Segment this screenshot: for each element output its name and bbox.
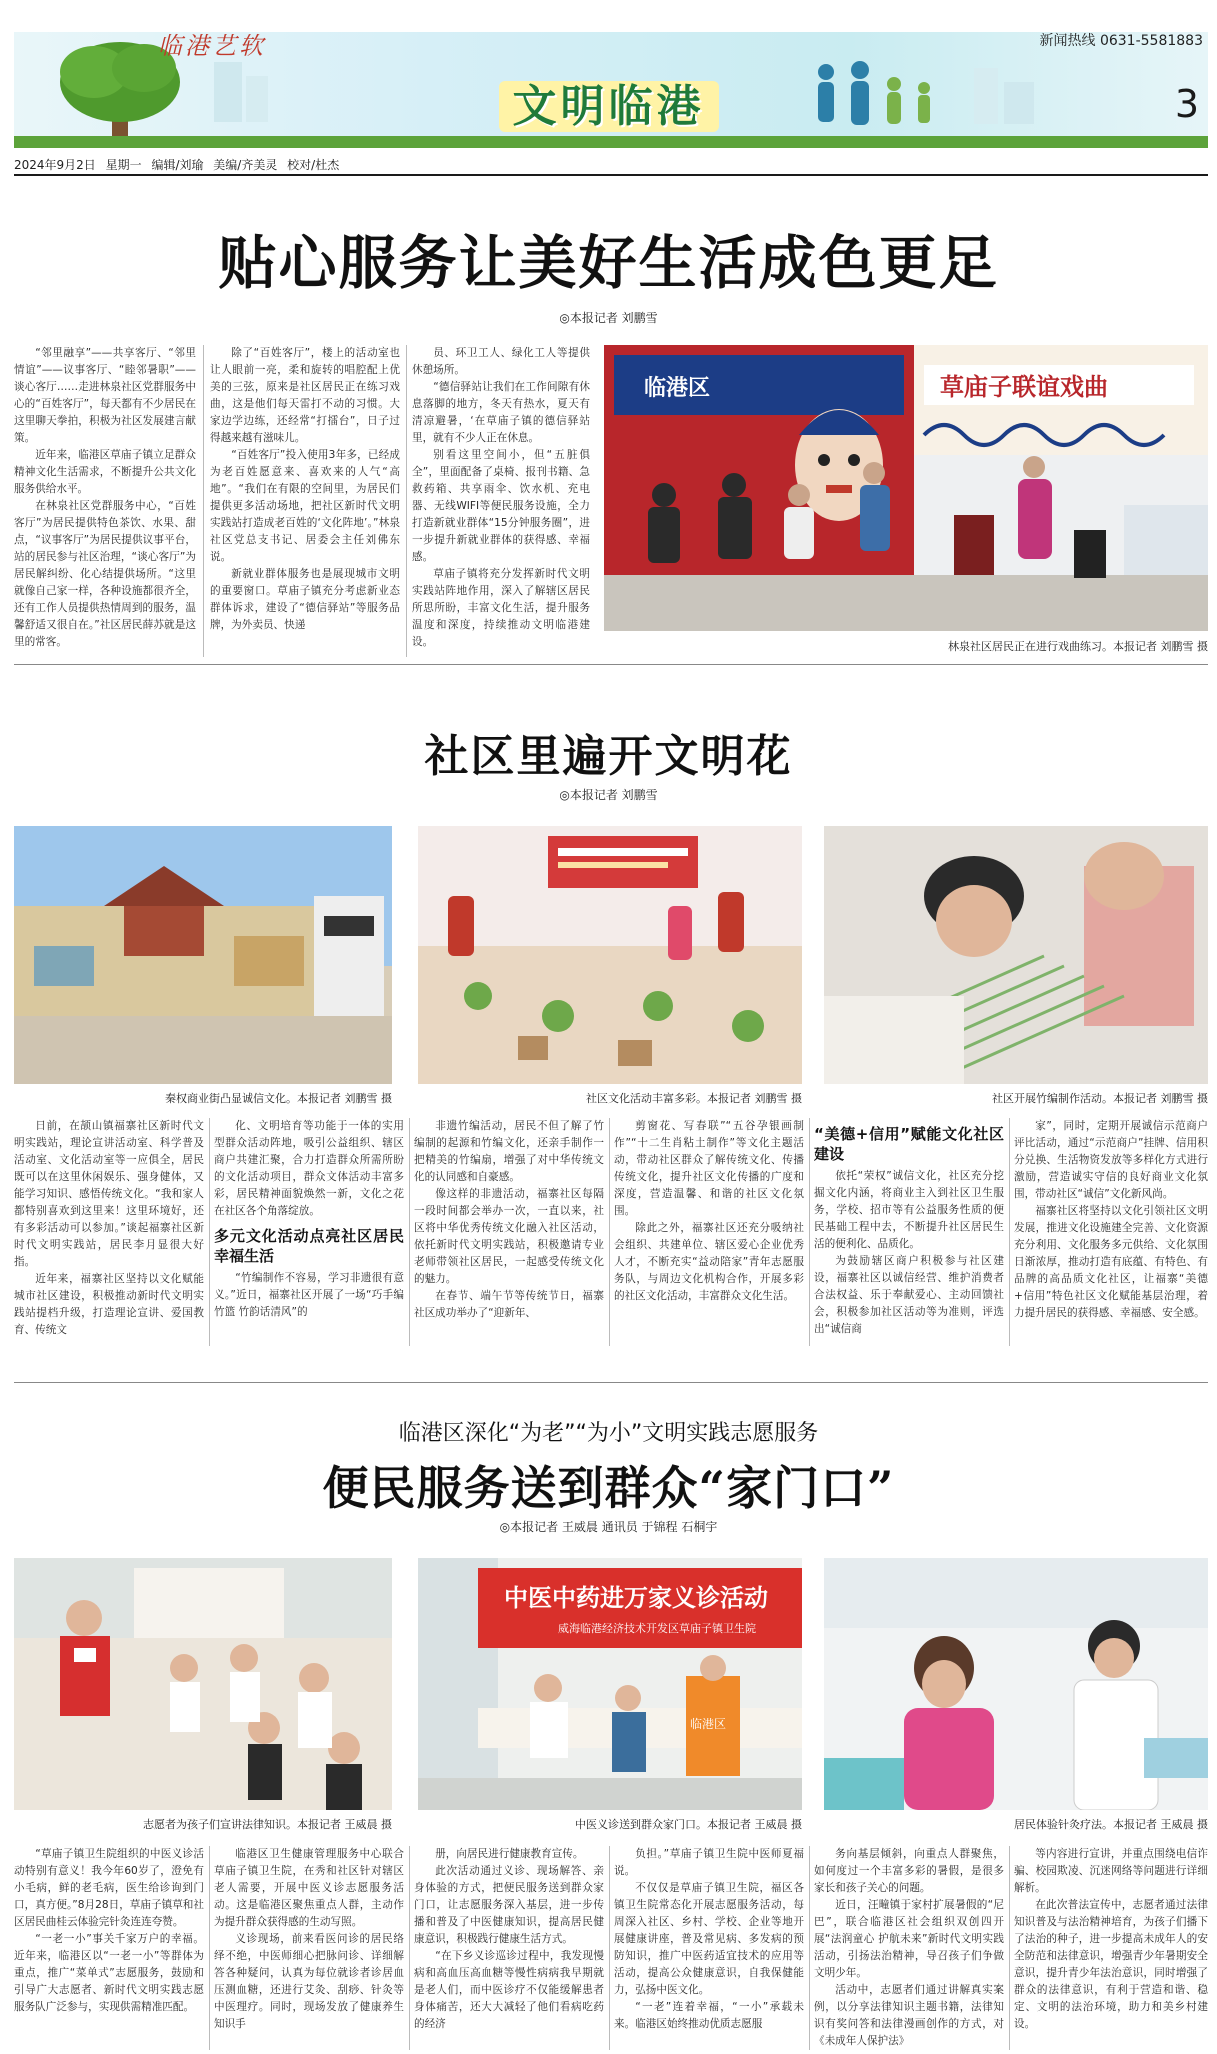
article3-headline: 便民服务送到群众“家门口” [322, 1461, 895, 1515]
column-divider [609, 1118, 610, 1346]
article2-column-4: 剪窗花、写春联”“五谷孕银画制作”“十二生肖粘土制作”等文化主题活动，带动社区群众了解传统文化、传播传统文化，提升社区文化传播的广度和深度，营造温馨、和谐的社区文化氛围。 除此之外，福寨社区还充分吸纳社会组织、共建单位、辖区爱心企业优秀人才，不断充实“益动陪家”青年志愿服务队，与周边文化机构合作，开展多彩的社区文化活动，丰富群众文化生活。 [614, 1120, 804, 1302]
article3-column-1: “草庙子镇卫生院组织的中医义诊活动特别有意义！我今年60岁了，澄免有小毛病，鲜的老毛病，医生给诊询到门口，真方便。”8月28日，草庙子镇草和社区居民曲桂云体验完针灸连连夸赞。 “一老一小”事关千家万户的幸福。近年来，临港区以“一老一小”等群体为重点，推广“菜单式”志愿服务，鼓励和引导广大志愿者、新时代文明实践志愿服务队广泛参与，实现供需精准匹配。 [14, 1848, 204, 2013]
column-divider [809, 1846, 810, 2050]
column-divider [409, 1846, 410, 2050]
column-divider [1009, 1846, 1010, 2050]
article2-subhead-2: “美德+信用”赋能文化社区建设 [814, 1125, 1004, 1163]
banner-right-text: 草庙子联谊戏曲 [940, 373, 1108, 401]
article3-column-3: 册，向居民进行健康教育宣传。 此次活动通过义诊、现场解答、亲身体验的方式，把便民服务送到群众家门口，让志愿服务深入基层，进一步传播和普及了中医健康知识，提高居民健康意识，积极践行健康生活方式。 “在下乡义诊巡诊过程中，我发现慢病和高血压高血糖等慢性病病我早期就是老人们，而中医诊疗不仅能缓解患者身体痛苦，还大大减轻了他们看病吃药的经济 [414, 1848, 604, 2030]
article3-kicker: 临港区深化“为老”“为小”文明实践志愿服务 [398, 1421, 819, 1446]
column-divider [203, 345, 204, 657]
article2-headline: 社区里遍开文明花 [424, 731, 793, 782]
article2-column-6: 家”，同时，定期开展诚信示范商户评比活动，通过“示范商户”挂牌、信用积分兑换、生活物资发放等多样化方式进行激励，营造诚实守信的良好商业文化氛围，带动社区“诚信”文化新风尚。 福寨社区将坚持以文化引领社区文明发展，推进文化设施建全完善、文化资源充分利用、文化服务多元供给、文化氛围日渐浓厚，推动打造有底蕴、有特色、有品牌的高品质文化社区，让福寨“美德+信用”特色社区文化赋能基层治理，着力提升居民的获得感、幸福感、安全感。 [1014, 1120, 1208, 1319]
community-activity-photo [418, 826, 802, 1084]
law-photo-caption: 志愿者为孩子们宣讲法律知识。本报记者 王威晨 摄 [143, 1818, 392, 1831]
article2-column-1: 日前，在颉山镇福寨社区新时代文明实践站，理论宣讲活动室、科学普及活动室、文化活动室等一应俱全，居民既可以在这里休闲娱乐、强身健体，又能学习知识、感悟传统文化。“我和家人都特别喜欢到这里来！这里环境好，还有多彩活动可以参加。”谈起福寨社区新时代文明实践站，居民李月显很大好指。 近年来，福寨社区坚持以文化赋能城市社区建设，积极推动新时代文明实践站提档升级，打造理论宣讲、爱国教育、传统文 [14, 1120, 204, 1336]
mural-caption: 秦权商业街凸显诚信文化。本报记者 刘鹏雪 摄 [165, 1092, 392, 1105]
article3-column-4: 负担。”草庙子镇卫生院中医师夏福说。 不仅仅是草庙子镇卫生院，福区各镇卫生院常态化开展志愿服务活动，每周深入社区、乡村、学校、企业等地开展健康讲座，普及常见病、多发病的预防知识，推广中医药适宜技术的应用等活动，提高公众健康意识，自我保健能力，弘扬中医文化。 “一老”连着幸福，“一小”承载未来。临港区始终推动优质志愿服 [614, 1848, 804, 2030]
news-hotline: 新闻热线 0631-5581883 [1039, 33, 1203, 49]
column-divider [809, 1118, 810, 1346]
column-divider [209, 1846, 210, 2050]
column-divider [409, 1118, 410, 1346]
bamboo-weaving-photo [824, 826, 1208, 1084]
column-divider [209, 1118, 210, 1346]
acupuncture-caption: 居民体验针灸疗法。本报记者 王威晨 摄 [1014, 1818, 1208, 1831]
article3-column-2: 临港区卫生健康管理服务中心联合草庙子镇卫生院，在秀和社区针对辖区老人需要，开展中医义诊志愿服务活动。这是临港区聚焦重点人群，主动作为提升群众获得感的生动写照。 义诊现场，前来看医问诊的居民络绎不绝，中医师细心把脉问诊、详细解答各种疑问，认真为每位就诊者诊居血压测血糖，还进行艾灸、刮痧、针灸等中医理疗。同时，现场发放了健康养生知识手 [214, 1848, 404, 2030]
banner-left-text: 临港区 [644, 376, 711, 401]
section-rule [14, 1382, 1208, 1383]
article3-column-6: 等内容进行宣讲，并重点围绕电信诈骗、校园欺凌、沉迷网络等问题进行详细解析。 在此次普法宣传中，志愿者通过法律知识普及与法治精神培育，为孩子们播下了法治的种子，进一步提高未成年人的安全防范和法律意识，增强青少年暑期安全意识，提升青少年法治意识，同时增强了群众的法律意识，有利于营造和谐、稳定、文明的法治环境，助力和美乡村建设。 [1014, 1848, 1208, 2030]
opera-photo-caption: 林泉社区居民正在进行戏曲练习。本报记者 刘鹏雪 摄 [948, 640, 1208, 653]
section-rule [14, 664, 1208, 665]
mural-street-photo [14, 826, 392, 1084]
article3-column-5: 务向基层倾斜，向重点人群聚焦，如何度过一个丰富多彩的暑假，是很多家长和孩子关心的问题。 近日，汪疃镇于家村扩展暑假的“尼巴”，联合临港区社会组织双创四开展“法润童心 护航未来”新时代文明实践活动，引扬法治精神，导召孩子们争做文明少年。 活动中，志愿者们通过讲解真实案例，以分享法律知识主题书籍，法律知识有奖问答和法律漫画创作的方式，对《未成年人保护法》 [814, 1848, 1004, 2047]
law-education-photo [14, 1558, 392, 1810]
opera-practice-photo [604, 345, 1208, 631]
volunteer-vest-text: 临港区 [690, 1717, 727, 1731]
clinic-banner-subtitle: 威海临港经济技术开发区草庙子镇卫生院 [558, 1622, 756, 1635]
masthead-rule [14, 174, 1208, 176]
article1-column-3: 员、环卫工人、绿化工人等提供休憩场所。 “德信驿站让我们在工作间隙有休息落脚的地方，冬天有热水，夏天有清凉避暑，‘在草庙子镇的德信驿站里，就有不少人正在休息。 别看这里空间小，但“五脏俱全”，里面配备了桌椅、报刊书籍、急救药箱、共享雨伞、饮水机、充电器、无线WIFI等便民服务设施，全力打造新就业群体“15分钟服务圈”，进一步提升新就业群体的获得感、幸福感。 草庙子镇将充分发挥新时代文明实践站阵地作用，深入了解辖区居民所思所盼，丰富文化生活，提升服务温度和深度，持续推动文明临港建设。 [412, 347, 590, 648]
article2-column-3: 非遗竹编活动，居民不但了解了竹编制的起源和竹编文化，还亲手制作一把精美的竹编扇，增强了对中华传统文化的认同感和自豪感。 像这样的非遗活动，福寨社区每隔一段时间都会举办一次，一直以来，社区将中华优秀传统文化融入社区活动，依托新时代文明实践站，积极邀请专业老师带领社区居民，一起感受传统文化的魅力。 在春节、端午节等传统节日，福寨社区成功举办了“迎新年、 [414, 1120, 604, 1319]
column-divider [1009, 1118, 1010, 1346]
article2-column-5: “美德+信用”赋能文化社区建设 依托“荣权”诚信文化，社区充分挖掘文化内涵，将商业主入到社区卫生服务，学校、招市等有公益服务性质的便民基础工程中去，不断提升社区居民生活的便利化、品质化。 为鼓励辖区商户积极参与社区建设，福寨社区以诚信经营、维护消费者合法权益、乐于奉献爱心、主动回馈社会，积极参加社区活动等为准则，评选出“诚信商 [814, 1125, 1004, 1335]
article2-byline: ◎本报记者 刘鹏雪 [559, 788, 658, 802]
activity-caption: 社区文化活动丰富多彩。本报记者 刘鹏雪 摄 [586, 1092, 802, 1105]
page-number: 3 [1174, 82, 1199, 126]
article1-headline: 贴心服务让美好生活成色更足 [218, 229, 999, 297]
tcm-clinic-photo [418, 1558, 802, 1810]
article1-byline: ◎本报记者 刘鹏雪 [559, 311, 658, 325]
article1-column-2: 除了“百姓客厅”，楼上的活动室也让人眼前一亮，柔和旋转的唱腔配上优美的三弦，原来是社区居民正在练习戏曲，这是他们每天雷打不动的习惯。大家边学边练，还经常“打擂台”，日子过得越来越有滋味儿。 “百姓客厅”投入使用3年多，已经成为老百姓愿意来、喜欢来的人气“高地”。“我们在有限的空间里，为居民们提供更多活动场地，把社区新时代文明实践站打造成老百姓的‘文化阵地’。”林泉社区党总支书记、居委会主任刘佛东说。 新就业群体服务也是展现城市文明的重要窗口。草庙子镇充分考虑新业态群体诉求，建设了“德信驿站”等服务品牌，为外卖员、快递 [210, 347, 400, 631]
article1-column-1: “邻里融享”——共享客厅、“邻里情谊”——议事客厅、“睦邻暑职”——谈心客厅……走进林泉社区党群服务中心的“百姓客厅”，每天都有不少居民在这里聊天拳拍，积极为社区发展建言献策。 近年来，临港区草庙子镇立足群众精神文化生活需求，不断提升公共文化服务供给水平。 在林泉社区党群服务中心，“百姓客厅”为居民提供特色茶饮、水果、甜点，“议事客厅”为居民提供议事平台，站的居民参与社区治理，“谈心客厅”为居民解纠纷、化心结提供场所。“这里就像自己家一样，各种设施都很齐全，还有工作人员提供热情周到的服务，温馨舒适又很自在。”社区居民薛苏就是这里的常客。 [14, 347, 196, 648]
clinic-banner-title: 中医中药进万家义诊活动 [504, 1584, 768, 1612]
acupuncture-photo [824, 1558, 1208, 1810]
article3-byline: ◎本报记者 王威晨 通讯员 于锦程 石桐宇 [499, 1520, 718, 1534]
brand-logo: 临港艺软 [158, 32, 266, 60]
article2-column-2: 化、文明培育等功能于一体的实用型群众活动阵地，吸引公益组织、辖区商户共建汇聚，合力打造群众所需所盼的文化活动项目，群众文体活动丰富多彩，居民精神面貌焕然一新，文化之花在社区各个角落绽放。 多元文化活动点亮社区居民幸福生活 “竹编制作不容易，学习非遗很有意义。”近日，福寨社区开展了一场“巧手编竹篮 竹韵话清风”的 [214, 1120, 404, 1318]
clinic-photo-caption: 中医义诊送到群众家门口。本报记者 王威晨 摄 [575, 1818, 802, 1831]
dateline: 2024年9月2日 星期一 编辑/刘瑜 美编/齐美灵 校对/杜杰 [14, 158, 340, 172]
section-title: 文明临港 [0, 70, 1217, 134]
column-divider [406, 345, 407, 657]
column-divider [609, 1846, 610, 2050]
article2-subhead-1: 多元文化活动点亮社区居民幸福生活 [214, 1227, 404, 1265]
weaving-caption: 社区开展竹编制作活动。本报记者 刘鹏雪 摄 [992, 1092, 1208, 1105]
